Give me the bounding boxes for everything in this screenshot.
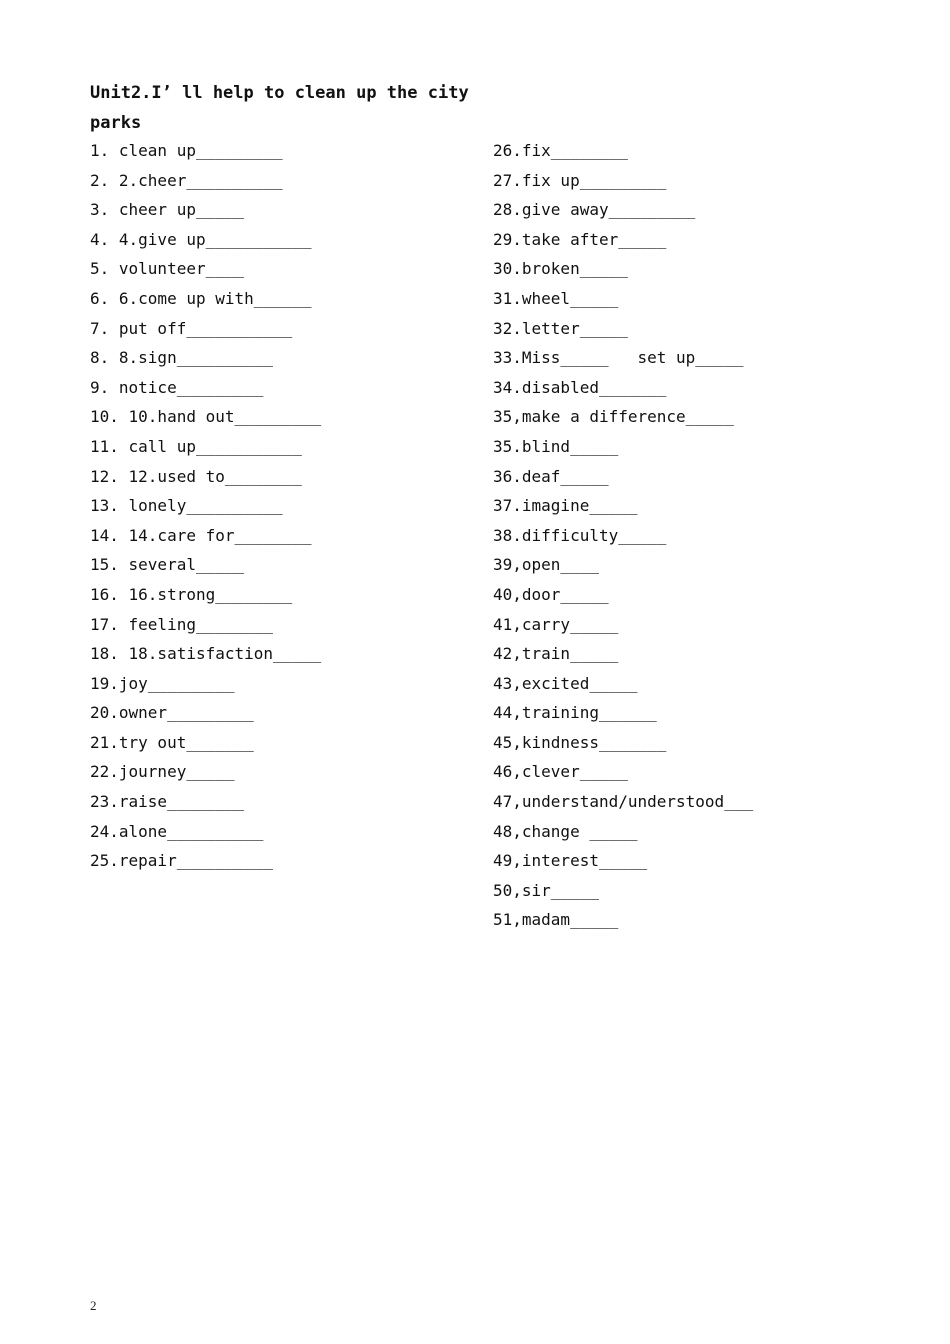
vocabulary-item: 50,sir_____ [493,880,599,900]
vocabulary-item: 30.broken_____ [493,259,628,279]
vocabulary-item: 28.give away_________ [493,200,696,220]
vocabulary-item: 22.journey_____ [90,762,235,782]
vocabulary-item: 23.raise________ [90,792,245,812]
vocabulary-item: 29.take after_____ [493,229,667,249]
vocabulary-item: 10. 10.hand out_________ [90,407,322,427]
vocabulary-list-left [90,136,470,876]
unit-title [90,78,470,138]
vocabulary-item: 47,understand/understood___ [493,792,754,812]
vocabulary-item: 6. 6.come up with______ [90,288,312,308]
vocabulary-item: 35.blind_____ [493,436,619,456]
vocabulary-item: 39,open____ [493,555,599,575]
vocabulary-item: 25.repair__________ [90,851,274,871]
vocabulary-item: 16. 16.strong________ [90,584,293,604]
vocabulary-item: 2. 2.cheer__________ [90,170,283,190]
vocabulary-item: 43,excited_____ [493,673,638,693]
vocabulary-item: 13. lonely__________ [90,496,283,516]
page-number: 2 [90,1298,97,1313]
vocabulary-item: 8. 8.sign__________ [90,348,274,368]
vocabulary-item: 24.alone__________ [90,821,264,841]
vocabulary-item: 21.try out_______ [90,732,254,752]
vocabulary-item: 7. put off___________ [90,318,293,338]
vocabulary-item: 1. clean up_________ [90,141,283,160]
vocabulary-item: 36.deaf_____ [493,466,609,486]
vocabulary-item: 27.fix up_________ [493,170,667,190]
vocabulary-item: 15. several_____ [90,555,245,575]
vocabulary-item: 14. 14.care for________ [90,525,312,545]
vocabulary-item: 32.letter_____ [493,318,628,338]
vocabulary-item: 37.imagine_____ [493,496,638,516]
vocabulary-item: 44,training______ [493,703,657,723]
vocabulary-item: 38.difficulty_____ [493,525,667,545]
vocabulary-item: 4. 4.give up___________ [90,229,312,249]
vocabulary-item: 33.Miss_____ set up_____ [493,348,744,368]
vocabulary-item: 9. notice_________ [90,377,264,397]
vocabulary-item: 5. volunteer____ [90,259,245,279]
vocabulary-item: 49,interest_____ [493,851,648,871]
vocabulary-item: 51,madam_____ [493,910,619,930]
vocabulary-item: 17. feeling________ [90,614,274,634]
vocabulary-item: 45,kindness_______ [493,732,667,752]
vocabulary-item: 46,clever_____ [493,762,628,782]
vocabulary-item: 34.disabled_______ [493,377,667,397]
vocabulary-item: 48,change _____ [493,821,638,841]
unit-title-line-1: Unit2.I’ ll help to clean up the city [90,83,469,103]
vocabulary-item: 20.owner_________ [90,703,254,723]
vocabulary-item: 41,carry_____ [493,614,619,634]
unit-title-line-2: parks [90,113,142,133]
vocabulary-item: 18. 18.satisfaction_____ [90,644,322,664]
vocabulary-item: 26.fix________ [493,141,628,160]
vocabulary-item: 11. call up___________ [90,436,302,456]
vocabulary-item: 31.wheel_____ [493,288,619,308]
vocabulary-item: 12. 12.used to________ [90,466,302,486]
vocabulary-list-right [493,136,893,935]
vocabulary-item: 3. cheer up_____ [90,200,245,220]
vocabulary-item: 19.joy_________ [90,673,235,693]
vocabulary-item: 40,door_____ [493,584,609,604]
vocabulary-item: 35,make a difference_____ [493,407,734,427]
vocabulary-item: 42,train_____ [493,644,619,664]
